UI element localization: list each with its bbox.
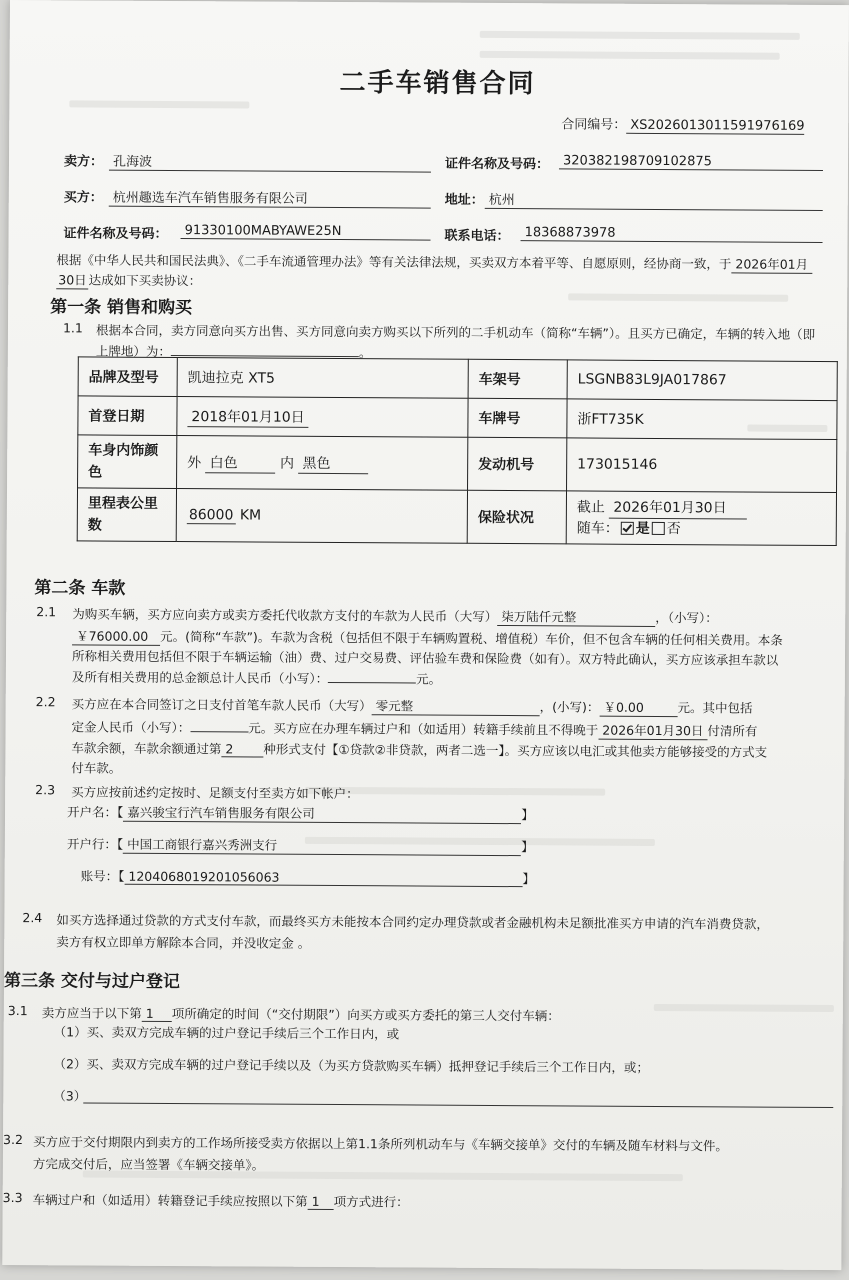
clause-2-1-text-c: 元。(简称“车款”)。车款为含税（包括但不限于车辆购置税、增值税）车价，但不包含车辆的任何相关费用。本条: [160, 628, 783, 648]
contract-number: [561, 113, 804, 134]
clause-2-3-text: 买方应按前述约定按时、足额支付至卖方如下帐户：: [71, 784, 359, 802]
bank-row: [67, 834, 534, 856]
period: 。: [358, 345, 372, 361]
with-car: [577, 518, 826, 540]
bracket: 】: [521, 839, 534, 855]
insurance-cell: [566, 491, 836, 546]
vin-value: LSGNB83L9JA017867: [567, 360, 837, 401]
clause-2-2-text-b: ，(小写)：: [539, 699, 600, 715]
yes-checkbox[interactable]: [621, 522, 634, 535]
clause-3-3-number: 3.3: [2, 1189, 23, 1206]
price-in-words: 柒万陆仟元整: [497, 607, 655, 627]
first-payment-words: 零元整: [372, 696, 540, 716]
contract-number-label: 合同编号：: [561, 117, 627, 133]
insurance-label: 保险状况: [467, 490, 566, 544]
account-name: 嘉兴骏宝行汽车销售服务有限公司: [123, 803, 521, 824]
clause-2-1-text-a: 为购买车辆，买方应向卖方或卖方委托代收款方支付的车款为人民币（大写）: [72, 606, 498, 624]
clause-2-2-text-f: 付清所有: [707, 723, 758, 739]
payment-method: 2: [221, 741, 263, 757]
clause-2-1-text-d: 及所有相关费用的总金额总计人民币（小写）：: [71, 669, 329, 686]
table-row: [78, 357, 837, 401]
article-1-heading: 第一条 销售和购买: [50, 297, 193, 319]
clause-2-4-number: 2.4: [22, 910, 43, 926]
no-label: 否: [666, 520, 681, 537]
brand-label: 品牌及型号: [78, 357, 177, 397]
account-name-row: [67, 802, 534, 824]
clause-2-4-line-2: 卖方有权立即单方解除本合同，并没收定金 。: [56, 934, 311, 951]
vehicle-info-table: [77, 356, 838, 546]
buyer-label: 买方：: [63, 190, 103, 206]
account-number-label: 账号：【: [80, 868, 125, 884]
clause-2-2-text-a: 买方应在本合同签订之日支付首笔车款人民币（大写）: [71, 696, 372, 714]
exterior-prefix: 外: [187, 454, 202, 471]
plate-location-blank: [171, 341, 359, 357]
yes-label: 是: [635, 520, 650, 537]
intro-date-b: 30日: [56, 270, 89, 289]
clause-2-4-line-1: 如买方选择通过贷款的方式支付车款，而最终买方未能按本合同约定办理贷款或者金融机构未足额批准买方申请的汽车消费贷款，: [56, 912, 769, 932]
bracket: 】: [521, 807, 534, 823]
clause-3-1-text-a: 卖方应当于以下第: [41, 1005, 142, 1021]
interior-color: 黑色: [298, 452, 368, 473]
option-3-blank: [83, 1102, 833, 1108]
account-number-row: [81, 866, 535, 887]
seller-id-label: 证件名称及号码：: [444, 156, 550, 173]
balance-deadline: 2026年01月30日: [598, 721, 707, 741]
insurance-date: 2026年01月30日: [609, 497, 747, 519]
clause-2-2-text-d: 定金人民币（小写）：: [71, 719, 191, 736]
clause-3-1-text-b: 项所确定的时间（“交付期限”）向买方或买方委托的第三人交付车辆：: [171, 1006, 560, 1024]
seller-label: 卖方：: [63, 154, 104, 170]
odometer-label: 里程表公里数: [77, 488, 176, 542]
delivery-option: 1: [142, 1006, 172, 1022]
color-cell: [177, 436, 468, 491]
plate-value: 浙FT735K: [567, 399, 837, 440]
table-row: [78, 396, 837, 440]
account-number: 1204068019201056063: [124, 869, 522, 887]
clause-3-3-text: [33, 1190, 409, 1210]
plate-label: 车牌号: [468, 398, 567, 438]
seller-name: 孔海波: [109, 151, 431, 173]
intro-agreement-text: 达成如下买卖协议：: [88, 272, 202, 289]
clause-2-2-line-1: [72, 694, 753, 717]
bracket: 】: [522, 871, 535, 887]
bank-name: 中国工商银行嘉兴秀洲支行: [123, 835, 521, 856]
table-row: [78, 435, 837, 493]
contract-paper: [2, 0, 849, 1270]
buyer-phone-value: 18368873978: [521, 225, 823, 243]
odometer-unit: KM: [239, 506, 262, 524]
clause-2-1-number: 2.1: [36, 604, 57, 620]
interior-prefix: 内: [280, 455, 295, 472]
contract-number-value: XS2026013011591976169: [626, 118, 804, 135]
brand-value: 凯迪拉克 XT5: [177, 358, 468, 399]
intro-text: 根据《中华人民共和国民法典》、《二手车流通管理办法》等有关法律法规，买卖双方本着平等、自愿原则，经协商一致，于: [56, 252, 732, 272]
vin-label: 车架号: [468, 359, 567, 399]
clause-3-2-number: 3.2: [2, 1131, 23, 1148]
color-label: 车身内饰颜色: [78, 435, 177, 489]
intro-line-2: [56, 270, 201, 290]
buyer-name: 杭州趣选车汽车销售服务有限公司: [109, 187, 431, 209]
clause-3-3-text-a: 车辆过户和（如适用）转籍登记手续应按照以下第: [32, 1192, 308, 1209]
article-2-heading: 第二条 车款: [34, 578, 126, 599]
engine-value: 173015146: [567, 438, 837, 493]
delivery-option-3: （3）: [53, 1088, 87, 1104]
engine-label: 发动机号: [468, 437, 567, 491]
clause-2-2-line-3: [71, 738, 767, 760]
clause-2-3-number: 2.3: [35, 782, 56, 798]
account-name-label: 开户名：【: [66, 804, 124, 820]
bank-label: 开户行：【: [66, 836, 124, 852]
clause-2-1-line-3: 所称相关费用包括但不限于车辆运输（油）费、过户交易费、评估验车费和保险费（如有）。双方特此确认，买方应该承担车款以: [71, 648, 779, 668]
article-3-heading: 第三条 交付与过户登记: [3, 970, 180, 993]
insurance-expiry: [577, 497, 826, 520]
first-reg-cell: [177, 397, 468, 438]
seller-id-value: 320382198709102875: [559, 153, 823, 171]
plate-location-label: 上牌地）为：: [95, 343, 171, 359]
delivery-option-2: （2）买、卖双方完成车辆的过户登记手续以及（为买方贷款购买车辆）抵押登记手续后三个工作日内，或；: [53, 1056, 650, 1075]
first-reg-value: 2018年01月10日: [187, 406, 308, 428]
clause-2-2-text-g: 车款余额，车款余额通过第: [71, 740, 222, 757]
buyer-address-label: 地址：: [444, 192, 484, 208]
insurance-prefix: 截止: [576, 498, 605, 516]
no-checkbox[interactable]: [652, 522, 665, 535]
clause-1-1-text-1: 根据本合同，卖方同意向买方出售、买方同意向卖方购买以下所列的二手机动车（简称“车辆”）。且买方已确定，车辆的转入地（即: [95, 322, 816, 342]
clause-2-2-line-4: 付车款。: [71, 760, 122, 776]
clause-2-2-text-h: 种形式支付【①贷款②非贷款，两者二选一】。买方应该以电汇或其他卖方能够接受的方式支: [263, 741, 768, 760]
price-amount: ￥76000.00: [72, 626, 160, 646]
clause-1-1-number: 1.1: [62, 320, 83, 336]
clause-3-1-number: 3.1: [7, 1003, 28, 1019]
first-reg-label: 首登日期: [78, 396, 177, 436]
clause-3-3-text-b: 项方式进行：: [333, 1193, 409, 1210]
clause-2-1-text-e: 元。: [416, 671, 442, 687]
contract-title: 二手车销售合同: [339, 68, 536, 100]
deposit-blank: [190, 717, 248, 732]
clause-3-2-line-1: 买方应于交付期限内到卖方的工作场所接受卖方依据以上第1.1条所列机动车与《车辆交接单》交付的车辆及随车材料与文件。: [32, 1134, 728, 1154]
buyer-id-value: 91330100MABYAWE25N: [181, 223, 431, 241]
first-payment-amount: ￥0.00: [599, 698, 677, 717]
transfer-option: 1: [308, 1194, 334, 1210]
exterior-color: 白色: [206, 452, 276, 473]
clause-2-2-text-e: 元。买方应在办理车辆过户和（如适用）转籍手续前且不得晚于: [248, 720, 599, 738]
intro-date-a: 2026年01月: [731, 254, 812, 273]
buyer-id-label: 证件名称及号码：: [63, 226, 168, 242]
clause-2-2-text-c: 元。其中包括: [677, 700, 753, 716]
table-row: [77, 488, 836, 546]
with-car-label: 随车：: [576, 519, 619, 537]
clause-2-2-number: 2.2: [35, 694, 56, 710]
buyer-phone-label: 联系电话：: [444, 228, 510, 245]
clause-3-2-line-2: 方完成交付后，应当签署《车辆交接单》。: [32, 1156, 265, 1173]
odometer-cell: [176, 489, 467, 544]
odometer-value: 86000: [187, 507, 236, 524]
clause-2-1-line-1: [72, 604, 718, 627]
clause-2-1-text-b: ，（小写）：: [655, 609, 718, 626]
buyer-address-value: 杭州: [485, 189, 823, 211]
clause-3-1-text: [42, 1003, 560, 1024]
clause-2-1-line-4: [72, 666, 441, 687]
delivery-option-1: （1）买、卖双方完成车辆的过户登记手续后三个工作日内，或: [53, 1024, 400, 1042]
clause-2-2-line-2: [72, 716, 758, 740]
total-amount-blank: [328, 668, 416, 684]
